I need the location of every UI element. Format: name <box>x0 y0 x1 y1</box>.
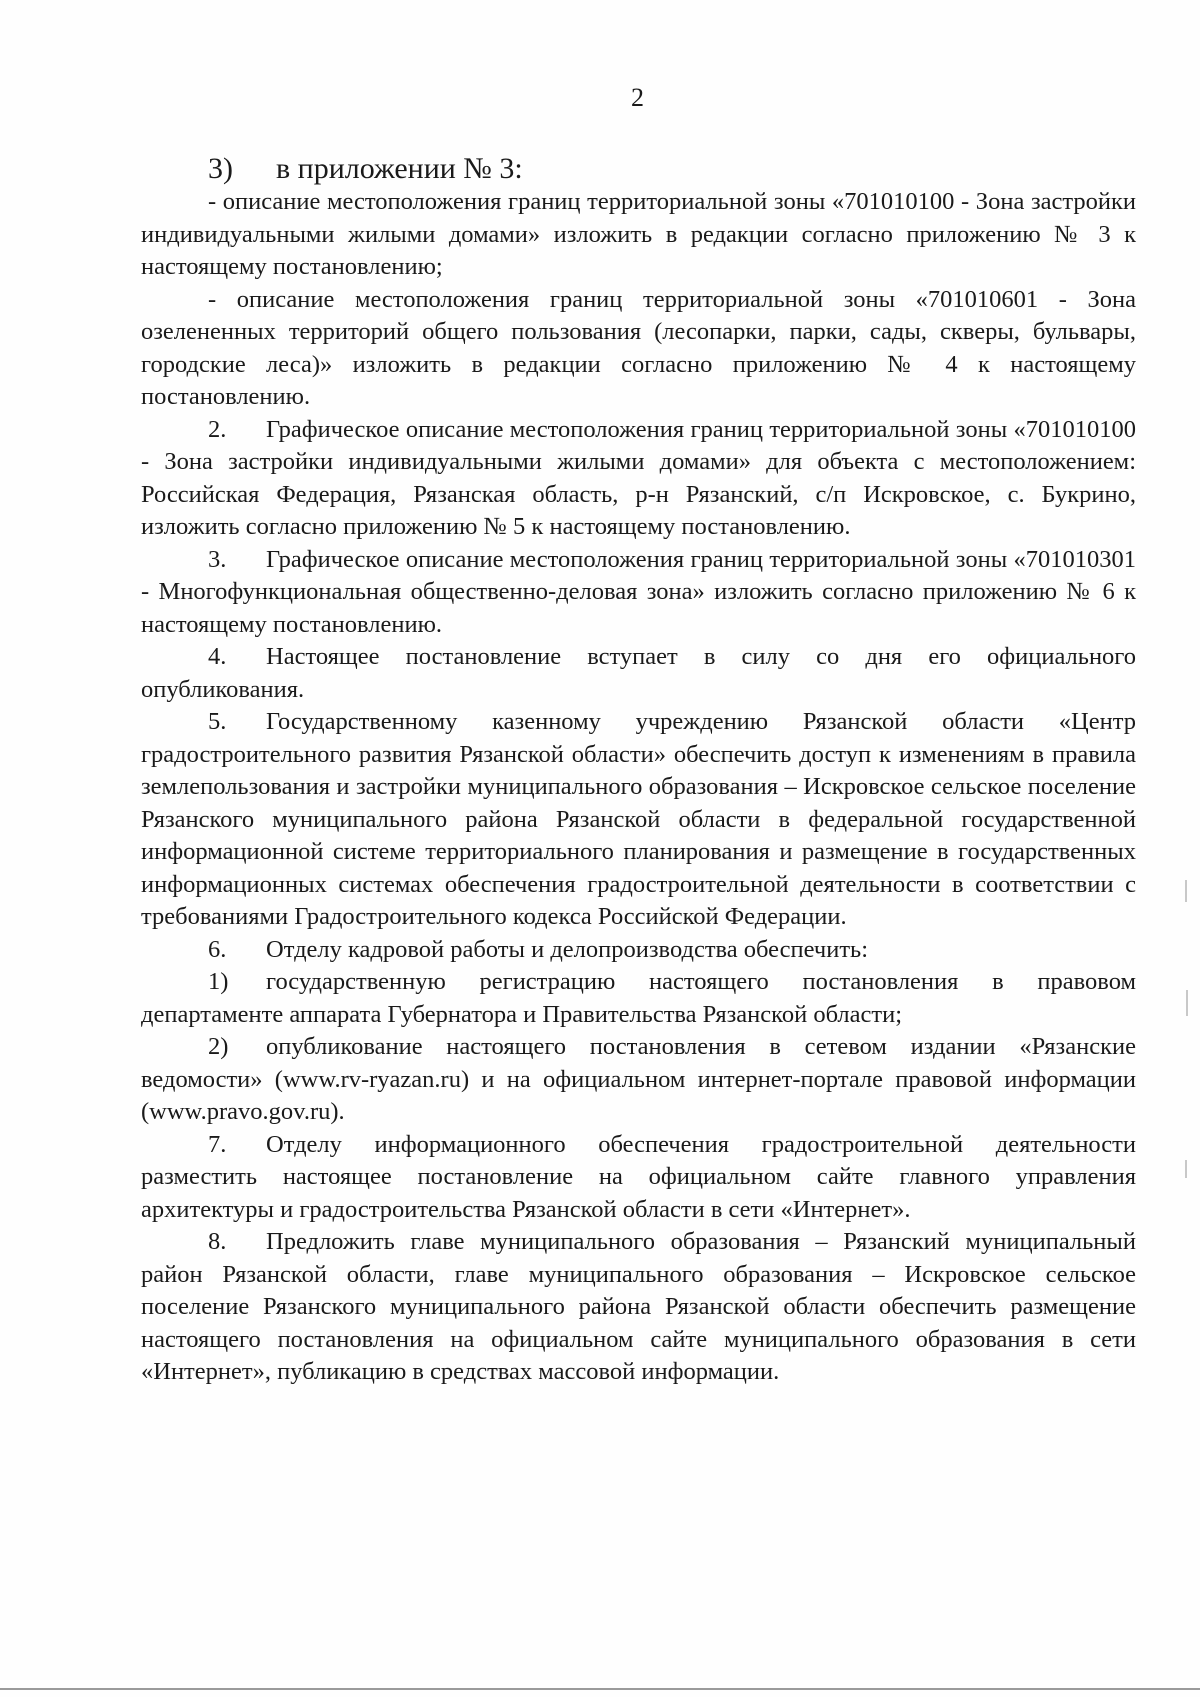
paragraph-text: Государственному казенному учреждению Рязанской области «Центр градостроительного развития Рязанской области» обеспечить доступ к изменениям в правила землепользования и застройки муниципального образования – Искровское сельское поселение Рязанского муниципального района Рязанской области в федеральной государственной информационной системе территориального планирования и размещение в государственных информационных системах обеспечения градостроительной деятельности в соответствии с требованиями Градостроительного кодекса Российской Федерации. <box>141 708 1136 930</box>
subheading <box>141 150 1136 188</box>
scan-artifact <box>1185 880 1187 902</box>
paragraph-2 <box>141 414 1136 544</box>
paragraph-number: 8. <box>208 1228 227 1255</box>
paragraph-number: 4. <box>208 643 227 670</box>
paragraph-text: Предложить главе муниципального образования – Рязанский муниципальный район Рязанской области, главе муниципального образования – Искровское сельское поселение Рязанского муниципального района Рязанской области обеспечить размещение настоящего постановления на официальном сайте муниципального образования в сети «Интернет», публикацию в средствах массовой информации. <box>141 1228 1136 1385</box>
document-body <box>141 150 1136 1389</box>
paragraph-6-item-1 <box>141 966 1136 1031</box>
paragraph-text: Отделу информационного обеспечения градостроительной деятельности разместить настоящее постановление на официальном сайте главного управления архитектуры и градостроительства Рязанской области в сети «Интернет». <box>141 1130 1136 1223</box>
paragraph-appendix-3-item-1 <box>141 186 1136 284</box>
subheading-number: 3) <box>208 152 233 185</box>
paragraph-number: 3. <box>208 545 227 573</box>
paragraph-6 <box>141 934 1136 967</box>
paragraph-text: опубликование настоящего постановления в сетевом издании «Рязанские ведомости» (www.rv-ryazan.ru) и на официальном интернет-портале правовой информации (www.pravo.gov.ru). <box>141 1033 1136 1125</box>
paragraph-4 <box>141 641 1136 706</box>
paragraph-3 <box>141 544 1136 642</box>
paragraph-7 <box>141 1129 1136 1227</box>
paragraph-text: государственную регистрацию настоящего постановления в правовом департаменте аппарата Губернатора и Правительства Рязанской области; <box>141 968 1136 1028</box>
paragraph-number: 5. <box>208 708 227 735</box>
page-number: 2 <box>631 83 644 112</box>
paragraph-appendix-3-item-2 <box>141 284 1136 414</box>
subheading-text: в приложении № 3: <box>276 152 523 185</box>
paragraph-number: 2. <box>208 415 227 443</box>
scan-artifact <box>1185 1160 1187 1178</box>
paragraph-8 <box>141 1226 1136 1389</box>
scan-artifact <box>1186 990 1188 1016</box>
paragraph-number: 1) <box>208 968 229 995</box>
paragraph-text: Графическое описание местоположения границ территориальной зоны «701010301 - Многофункциональная общественно-деловая зона» изложить согласно приложению № 6 к настоящему постановлению. <box>141 545 1136 638</box>
paragraph-text: - описание местоположения границ территориальной зоны «701010601 - Зона озелененных территорий общего пользования (лесопарки, парки, сады, скверы, бульвары, городские леса)» изложить в редакции согласно приложению № 4 к настоящему постановлению. <box>141 285 1136 410</box>
paragraph-text: Настоящее постановление вступает в силу со дня его официального опубликования. <box>141 643 1136 703</box>
paragraph-number: 2) <box>208 1033 229 1060</box>
paragraph-text: Отделу кадровой работы и делопроизводства обеспечить: <box>266 935 869 963</box>
scan-bottom-edge <box>0 1688 1200 1690</box>
paragraph-text: Графическое описание местоположения границ территориальной зоны «701010100 - Зона застройки индивидуальными жилыми домами» для объекта с местоположением: Российская Федерация, Рязанская область, р-н Рязанский, с/п Искровское, с. Букрино, изложить согласно приложению № 5 к настоящему постановлению. <box>141 415 1136 540</box>
paragraph-text: - описание местоположения границ территориальной зоны «701010100 - Зона застройки индивидуальными жилыми домами» изложить в редакции согласно приложению № 3 к настоящему постановлению; <box>141 188 1136 280</box>
paragraph-number: 6. <box>208 935 227 963</box>
paragraph-6-item-2 <box>141 1031 1136 1129</box>
paragraph-number: 7. <box>208 1130 227 1158</box>
paragraph-5 <box>141 706 1136 934</box>
